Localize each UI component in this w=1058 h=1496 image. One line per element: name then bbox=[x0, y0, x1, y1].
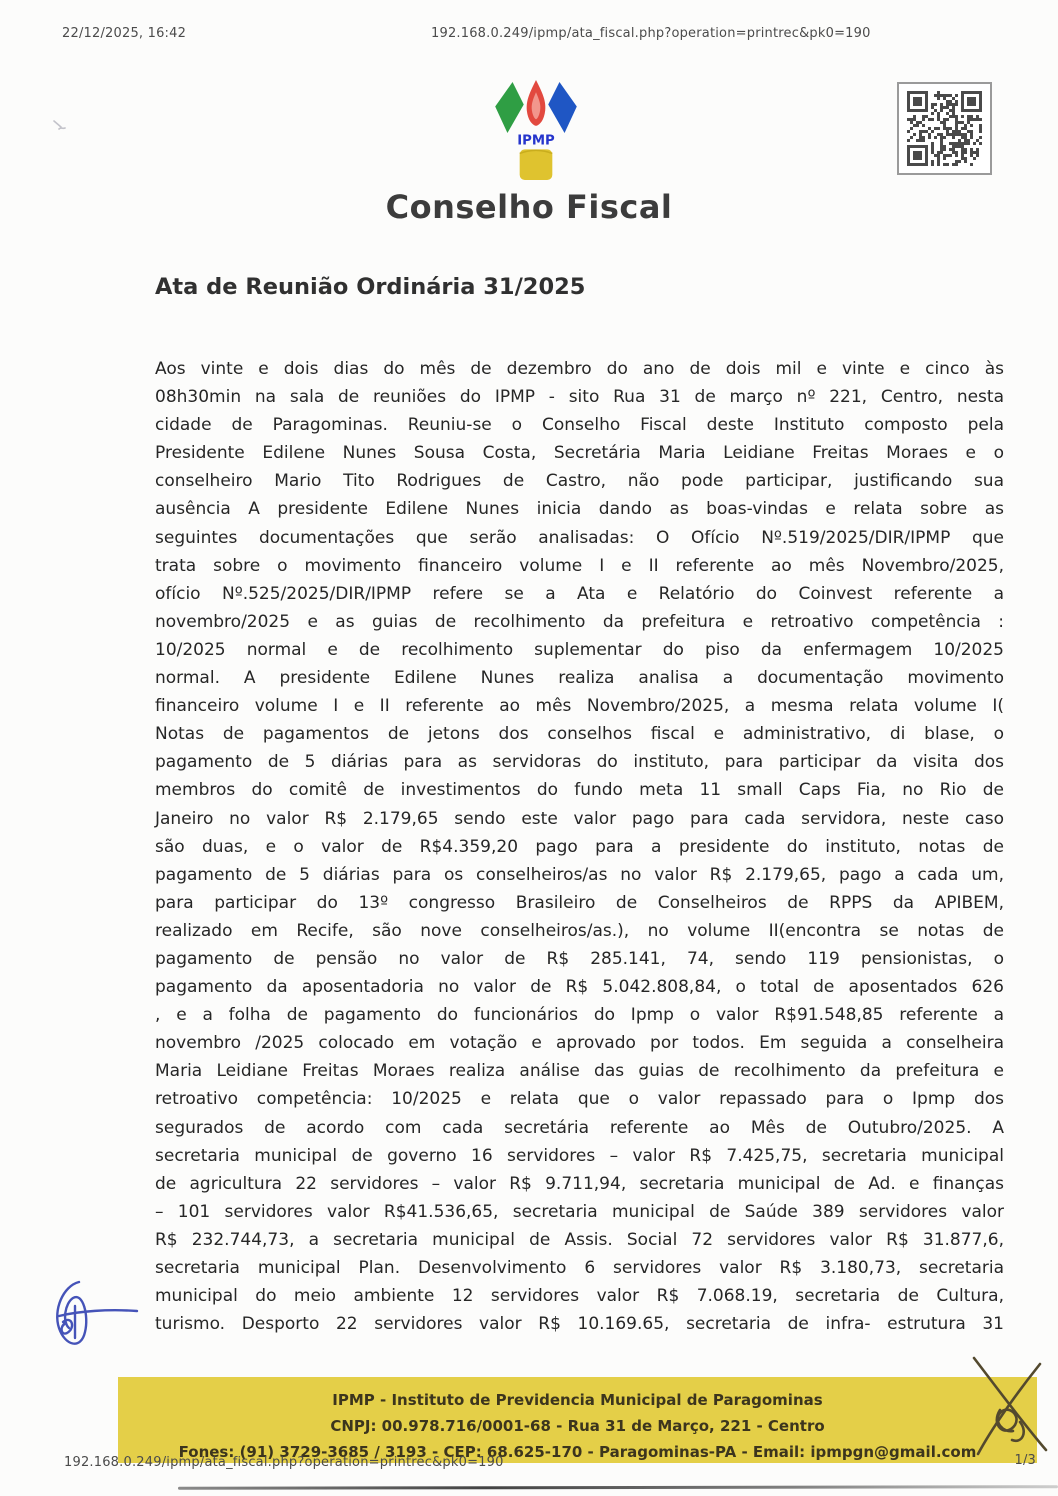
body-line: ofício Nº.525/2025/DIR/IPMP refere se a Ata e Relatório do Coinvest referente a bbox=[155, 583, 1004, 604]
body-line: seguintes documentações que serão analisadas: O Ofício Nº.519/2025/DIR/IPMP que bbox=[155, 527, 1004, 548]
print-header-url: 192.168.0.249/ipmp/ata_fiscal.php?operation=printrec&pk0=190 bbox=[431, 26, 871, 41]
body-line: pagamento de pensão no valor de R$ 285.141, 74, sendo 119 pensionistas, o bbox=[155, 948, 1004, 969]
org-footer bbox=[118, 1377, 1037, 1463]
body-line: 08h30min na sala de reuniões do IPMP - sito Rua 31 de março nº 221, Centro, nesta bbox=[155, 387, 1004, 408]
dark-pen-scribble-icon bbox=[962, 1352, 1058, 1470]
print-header-datetime: 22/12/2025, 16:42 bbox=[62, 26, 187, 41]
body-line: Aos vinte e dois dias do mês de dezembro do ano de dois mil e vinte e cinco às bbox=[155, 359, 1004, 379]
qr-code-icon bbox=[897, 82, 992, 175]
body-line: secretaria municipal de governo 16 servidores – valor R$ 7.425,75, secretaria municipal bbox=[155, 1145, 1004, 1166]
body-line: novembro /2025 colocado em votação e aprovado por todos. Em seguida a conselheira bbox=[155, 1033, 1004, 1054]
ipmp-candle-logo-icon bbox=[490, 80, 582, 182]
body-line: financeiro volume I e II referente ao mês Novembro/2025, a mesma relata volume I( bbox=[155, 696, 1004, 717]
body-line: retroativo competência: 10/2025 e relata que o valor repassado para o Ipmp dos bbox=[155, 1089, 1004, 1110]
body-line: normal. A presidente Edilene Nunes realiza analisa a documentação movimento bbox=[155, 668, 1004, 689]
scan-artifact-line bbox=[178, 1485, 1058, 1490]
body-line: pagamento de 5 diárias para os conselheiros/as no valor R$ 2.179,65, pago a cada um, bbox=[155, 864, 1004, 885]
print-footer-url: 192.168.0.249/ipmp/ata_fiscal.php?operation=printrec&pk0=190 bbox=[64, 1455, 504, 1470]
body-line: pagamento da aposentadoria no valor de R$ 5.042.808,84, o total de aposentados 626 bbox=[155, 977, 1004, 998]
body-line: são duas, e o valor de R$4.359,20 pago para a presidente do instituto, notas de bbox=[155, 836, 1004, 857]
body-line: ausência A presidente Edilene Nunes inicia dando as boas-vindas e relata sobre as bbox=[155, 499, 1004, 520]
body-line: conselheiro Mario Tito Rodrigues de Castro, não pode participar, justificando sua bbox=[155, 471, 1004, 492]
body-line: membros do comitê de investimentos do fundo meta 11 small Caps Fia, no Rio de bbox=[155, 780, 1004, 801]
org-footer-line: Fones: (91) 3729-3685 / 3193 - CEP: 68.625-170 - Paragominas-PA - Email: ipmpgn@gmail.com bbox=[178, 1443, 977, 1461]
print-footer-page-number: 1/3 bbox=[1014, 1453, 1036, 1468]
body-line: segurados de acordo com cada secretária referente ao Mês de Outubro/2025. A bbox=[155, 1117, 1004, 1138]
body-line: 10/2025 normal e de recolhimento suplementar do piso da enfermagem 10/2025 bbox=[155, 639, 1004, 660]
body-line: novembro/2025 e as guias de recolhimento da prefeitura e retroativo competência : bbox=[155, 611, 1004, 632]
logo-ipmp-text: IPMP bbox=[517, 133, 555, 149]
page-title: Conselho Fiscal bbox=[385, 188, 673, 226]
body-line: secretaria municipal Plan. Desenvolvimento 6 servidores valor R$ 3.180,73, secretaria bbox=[155, 1258, 1004, 1278]
body-line: realizado em Recife, são nove conselheiros/as.), no volume II(encontra se notas de bbox=[155, 920, 1004, 941]
org-footer-line: IPMP - Instituto de Previdencia Municipal de Paragominas bbox=[332, 1391, 823, 1409]
body-line: Maria Leidiane Freitas Moraes realiza análise das guias de recolhimento da prefeitura e bbox=[155, 1061, 1004, 1082]
blue-pen-signature-icon bbox=[45, 1276, 165, 1371]
body-line: Presidente Edilene Nunes Sousa Costa, Secretária Maria Leidiane Freitas Moraes e o bbox=[155, 443, 1004, 464]
body-line: para participar do 13º congresso Brasileiro de Conselheiros de RPPS da APIBEM, bbox=[155, 892, 1004, 913]
body-line: Notas de pagamentos de jetons dos conselhos fiscal e administrativo, di blase, o bbox=[155, 724, 1004, 745]
body-line: cidade de Paragominas. Reuniu-se o Conselho Fiscal deste Instituto composto pela bbox=[155, 415, 1004, 436]
body-line: pagamento de 5 diárias para as servidoras do instituto, para participar da visita dos bbox=[155, 752, 1004, 773]
body-line: , e a folha de pagamento do funcionários do Ipmp o valor R$91.548,85 referente a bbox=[155, 1005, 1004, 1026]
body-line: Janeiro no valor R$ 2.179,65 sendo este valor pago para cada servidora, neste caso bbox=[155, 808, 1004, 829]
document-title: Ata de Reunião Ordinária 31/2025 bbox=[155, 274, 586, 300]
body-line: trata sobre o movimento financeiro volume I e II referente ao mês Novembro/2025, bbox=[155, 555, 1004, 576]
body-line: de agricultura 22 servidores – valor R$ 9.711,94, secretaria municipal de Ad. e finanças bbox=[155, 1173, 1004, 1194]
document-body bbox=[155, 355, 1004, 1338]
body-line: R$ 232.744,73, a secretaria municipal de Assis. Social 72 servidores valor R$ 31.877,6, bbox=[155, 1229, 1004, 1250]
body-line: municipal do meio ambiente 12 servidores valor R$ 7.068.19, secretaria de Cultura, bbox=[155, 1286, 1004, 1307]
body-line: turismo. Desporto 22 servidores valor R$ 10.169.65, secretaria de infra- estrutura 31 bbox=[155, 1314, 1004, 1335]
body-line: – 101 servidores valor R$41.536,65, secretaria municipal de Saúde 389 servidores valor bbox=[155, 1201, 1004, 1222]
scan-smudge-icon bbox=[50, 113, 78, 135]
org-footer-line: CNPJ: 00.978.716/0001-68 - Rua 31 de Março, 221 - Centro bbox=[330, 1417, 825, 1435]
